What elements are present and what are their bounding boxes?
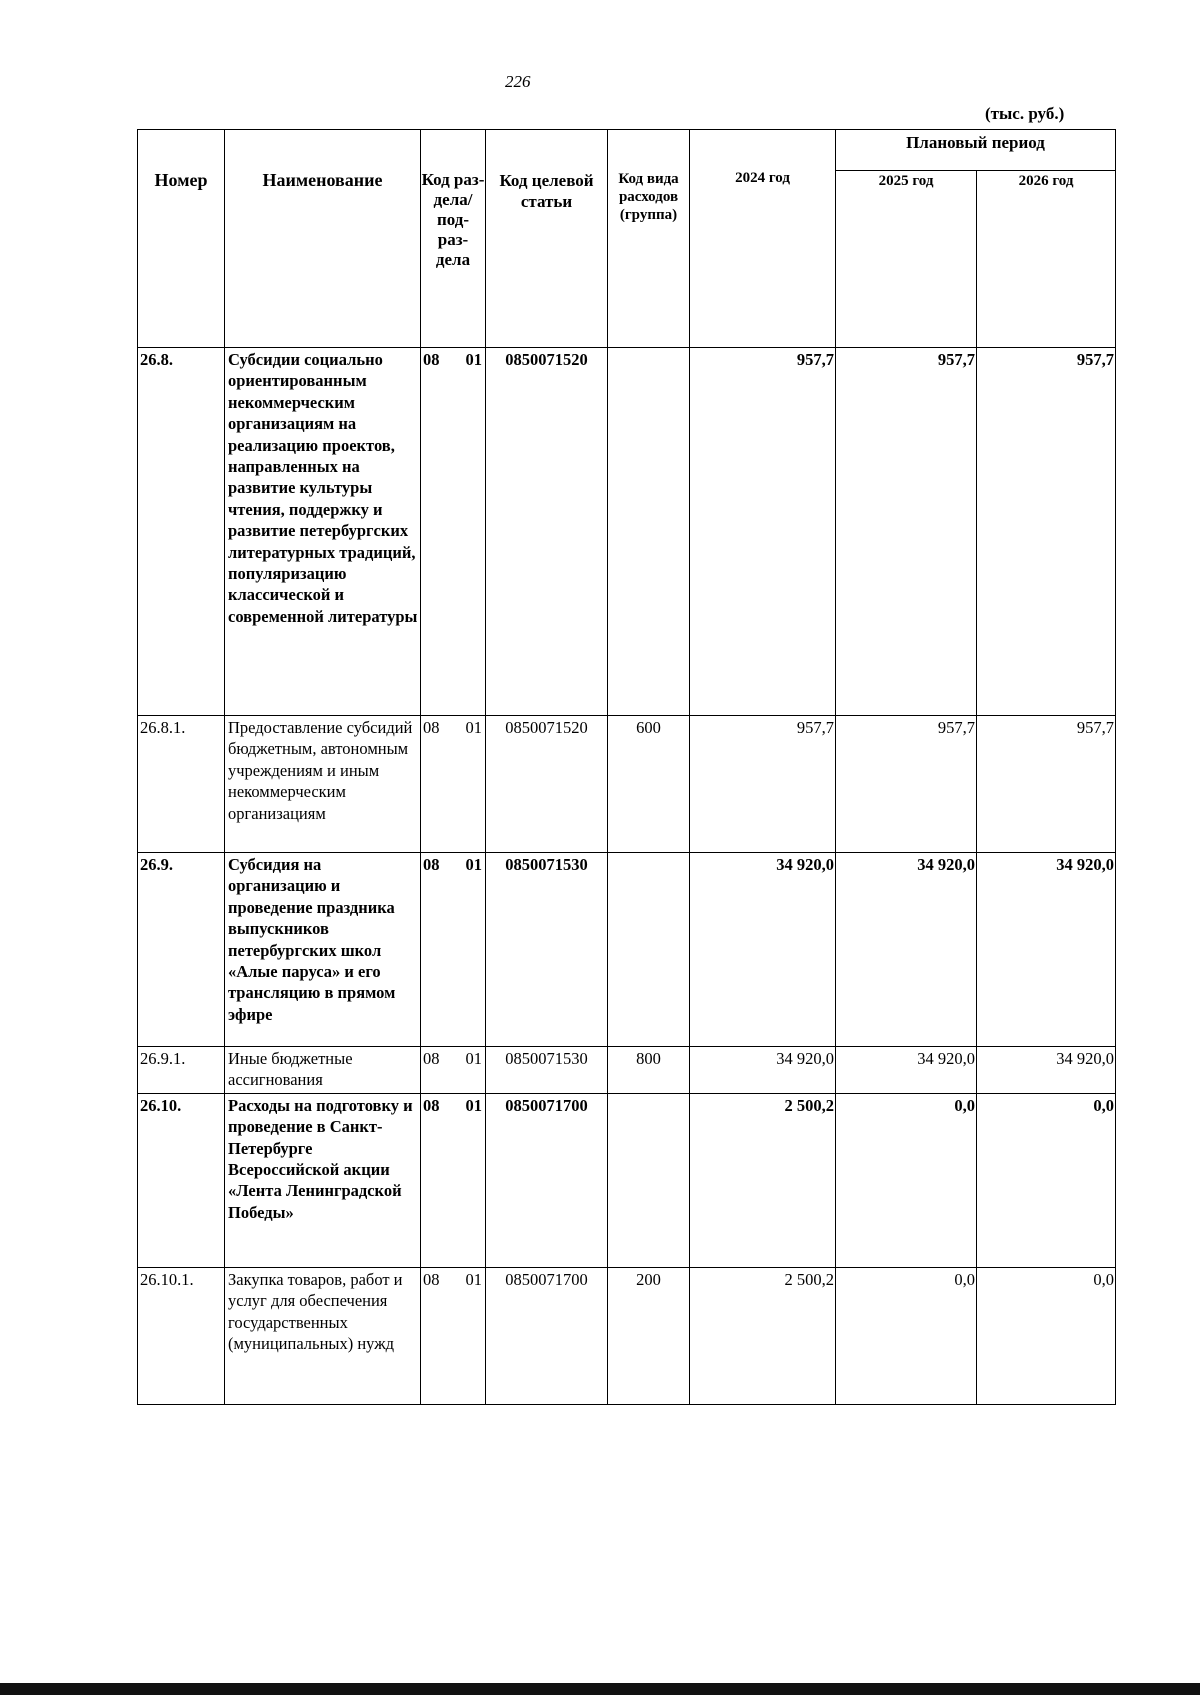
row-name: Субсидия на организацию и проведение праздника выпускников петербургских школ «Алые паруса» и его трансляцию в прямом эфире (225, 853, 421, 1047)
header-2025: 2025 год (836, 171, 977, 348)
row-2026: 0,0 (977, 1093, 1116, 1267)
row-celev: 0850071520 (486, 348, 608, 716)
row-celev: 0850071520 (486, 716, 608, 853)
razdel-code: 08 (423, 1095, 440, 1115)
row-2024: 957,7 (690, 348, 836, 716)
row-name: Предоставление субсидий бюджетным, автономным учреждениям и иным некоммерческим организациям (225, 716, 421, 853)
row-number: 26.8. (138, 348, 225, 716)
table-row (138, 1047, 1116, 1094)
header-2026: 2026 год (977, 171, 1116, 348)
row-2026: 957,7 (977, 348, 1116, 716)
table-row (138, 1093, 1116, 1267)
razdel-code: 08 (423, 855, 440, 874)
row-2024: 957,7 (690, 716, 836, 853)
row-2025: 957,7 (836, 716, 977, 853)
podrazdel-code: 01 (465, 1269, 482, 1289)
budget-table (137, 129, 1116, 1405)
row-2025: 0,0 (836, 1267, 977, 1404)
podrazdel-code: 01 (465, 1095, 482, 1115)
row-2025: 957,7 (836, 348, 977, 716)
razdel-code: 08 (423, 1049, 440, 1068)
row-razdel (421, 1267, 486, 1404)
row-vid: 200 (608, 1267, 690, 1404)
row-2026: 957,7 (977, 716, 1116, 853)
row-2025: 34 920,0 (836, 853, 977, 1047)
row-2024: 2 500,2 (690, 1093, 836, 1267)
podrazdel-code: 01 (465, 1049, 482, 1068)
row-2024: 2 500,2 (690, 1267, 836, 1404)
table-row (138, 716, 1116, 853)
row-2025: 34 920,0 (836, 1047, 977, 1094)
units-label: (тыс. руб.) (985, 104, 1065, 123)
row-number: 26.9. (138, 853, 225, 1047)
row-vid: 800 (608, 1047, 690, 1094)
scan-edge (0, 1683, 1200, 1695)
row-razdel (421, 853, 486, 1047)
row-number: 26.8.1. (138, 716, 225, 853)
row-2026: 0,0 (977, 1267, 1116, 1404)
row-razdel (421, 348, 486, 716)
razdel-code: 08 (423, 718, 440, 737)
row-celev: 0850071700 (486, 1267, 608, 1404)
row-name: Закупка товаров, работ и услуг для обеспечения государственных (муниципальных) нужд (225, 1267, 421, 1404)
row-celev: 0850071700 (486, 1093, 608, 1267)
row-2024: 34 920,0 (690, 853, 836, 1047)
row-number: 26.10. (138, 1093, 225, 1267)
podrazdel-code: 01 (465, 350, 482, 369)
row-number: 26.10.1. (138, 1267, 225, 1404)
row-number: 26.9.1. (138, 1047, 225, 1094)
row-razdel (421, 1093, 486, 1267)
table-row (138, 1267, 1116, 1404)
row-celev: 0850071530 (486, 853, 608, 1047)
row-name: Расходы на подготовку и проведение в Санкт-Петербурге Всероссийской акции «Лента Ленинградской Победы» (225, 1093, 421, 1267)
header-name: Наименование (225, 130, 421, 348)
razdel-code: 08 (423, 350, 440, 369)
row-2026: 34 920,0 (977, 853, 1116, 1047)
table-row (138, 853, 1116, 1047)
header-celev: Код целевой статьи (486, 130, 608, 348)
row-2025: 0,0 (836, 1093, 977, 1267)
row-name: Иные бюджетные ассигнования (225, 1047, 421, 1094)
header-vid: Код вида расходов (группа) (608, 130, 690, 348)
row-vid (608, 853, 690, 1047)
row-razdel (421, 716, 486, 853)
row-celev: 0850071530 (486, 1047, 608, 1094)
row-name: Субсидии социально ориентированным некоммерческим организациям на реализацию проектов, направленных на развитие культуры чтения, поддержку и развитие петербургских литературных традиций, популяризацию классической и современной литературы (225, 348, 421, 716)
razdel-code: 08 (423, 1269, 440, 1289)
row-razdel (421, 1047, 486, 1094)
row-vid: 600 (608, 716, 690, 853)
header-razdel: Код раз- дела/ под- раз- дела (421, 130, 486, 348)
header-plan-period: Плановый период (836, 130, 1116, 171)
podrazdel-code: 01 (465, 718, 482, 737)
page-number: 226 (505, 72, 531, 91)
header-number: Номер (138, 130, 225, 348)
header-2024: 2024 год (690, 130, 836, 348)
row-vid (608, 1093, 690, 1267)
podrazdel-code: 01 (465, 855, 482, 874)
row-2026: 34 920,0 (977, 1047, 1116, 1094)
row-2024: 34 920,0 (690, 1047, 836, 1094)
table-row (138, 348, 1116, 716)
row-vid (608, 348, 690, 716)
